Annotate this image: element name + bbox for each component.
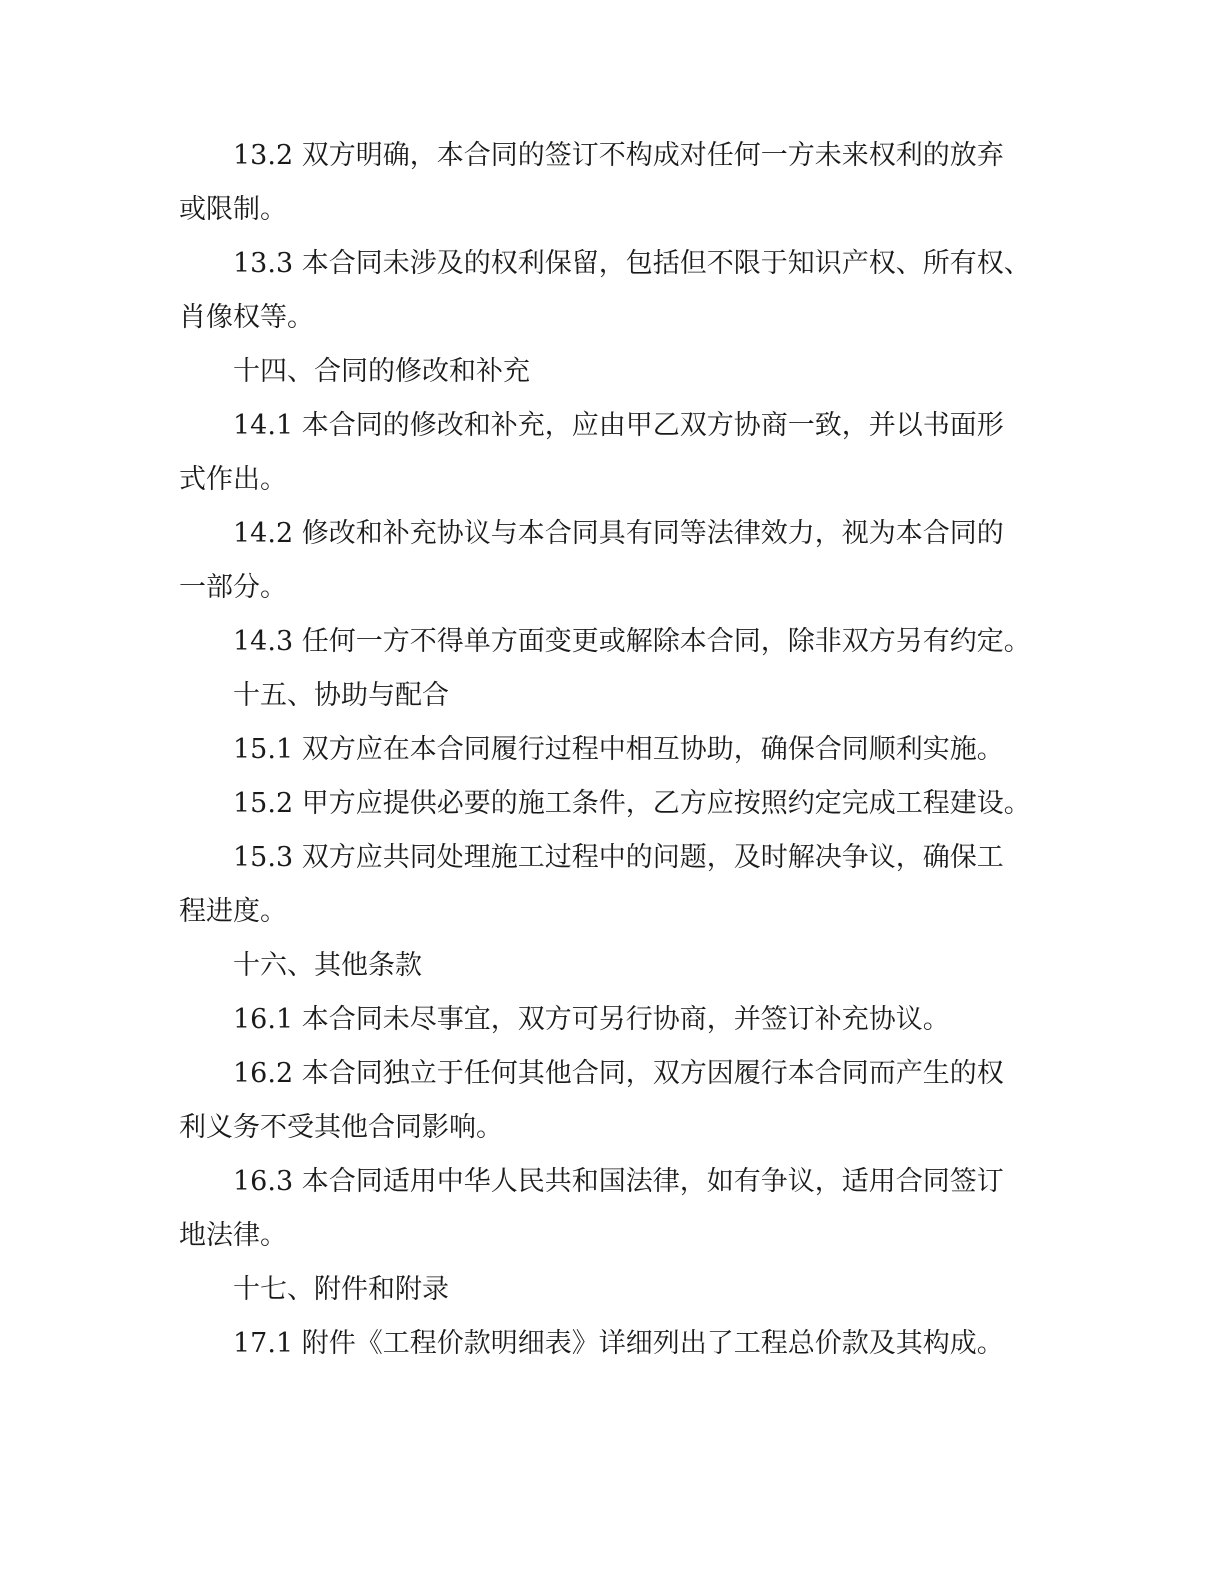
clause-13-2-line-2: 或限制。 [179, 194, 287, 225]
section-heading-15: 十五、协助与配合 [233, 680, 449, 711]
clause-15-2: 15.2 甲方应提供必要的施工条件，乙方应按照约定完成工程建设。 [233, 788, 1031, 819]
clause-14-1-line-2: 式作出。 [179, 464, 287, 495]
clause-14-1-line-1: 14.1 本合同的修改和补充，应由甲乙双方协商一致，并以书面形 [233, 410, 1004, 441]
clause-15-3-line-2: 程进度。 [179, 896, 287, 927]
section-heading-14: 十四、合同的修改和补充 [233, 356, 530, 387]
clause-14-2-line-1: 14.2 修改和补充协议与本合同具有同等法律效力，视为本合同的 [233, 518, 1004, 549]
clause-16-2-line-2: 利义务不受其他合同影响。 [179, 1112, 503, 1143]
section-heading-16: 十六、其他条款 [233, 950, 422, 981]
clause-13-2-line-1: 13.2 双方明确，本合同的签订不构成对任何一方未来权利的放弃 [233, 140, 1004, 171]
clause-14-3: 14.3 任何一方不得单方面变更或解除本合同，除非双方另有约定。 [233, 626, 1031, 657]
document-body [179, 129, 1049, 1371]
section-heading-17: 十七、附件和附录 [233, 1274, 449, 1305]
clause-16-1: 16.1 本合同未尽事宜，双方可另行协商，并签订补充协议。 [233, 1004, 950, 1035]
clause-15-3-line-1: 15.3 双方应共同处理施工过程中的问题，及时解决争议，确保工 [233, 842, 1004, 873]
clause-16-3-line-1: 16.3 本合同适用中华人民共和国法律，如有争议，适用合同签订 [233, 1166, 1004, 1197]
clause-17-1: 17.1 附件《工程价款明细表》详细列出了工程总价款及其构成。 [233, 1328, 1004, 1359]
clause-14-2-line-2: 一部分。 [179, 572, 287, 603]
clause-16-2-line-1: 16.2 本合同独立于任何其他合同，双方因履行本合同而产生的权 [233, 1058, 1004, 1089]
clause-13-3-line-1: 13.3 本合同未涉及的权利保留，包括但不限于知识产权、所有权、 [233, 248, 1031, 279]
clause-16-3-line-2: 地法律。 [179, 1220, 287, 1251]
clause-15-1: 15.1 双方应在本合同履行过程中相互协助，确保合同顺利实施。 [233, 734, 1004, 765]
clause-13-3-line-2: 肖像权等。 [179, 302, 314, 333]
